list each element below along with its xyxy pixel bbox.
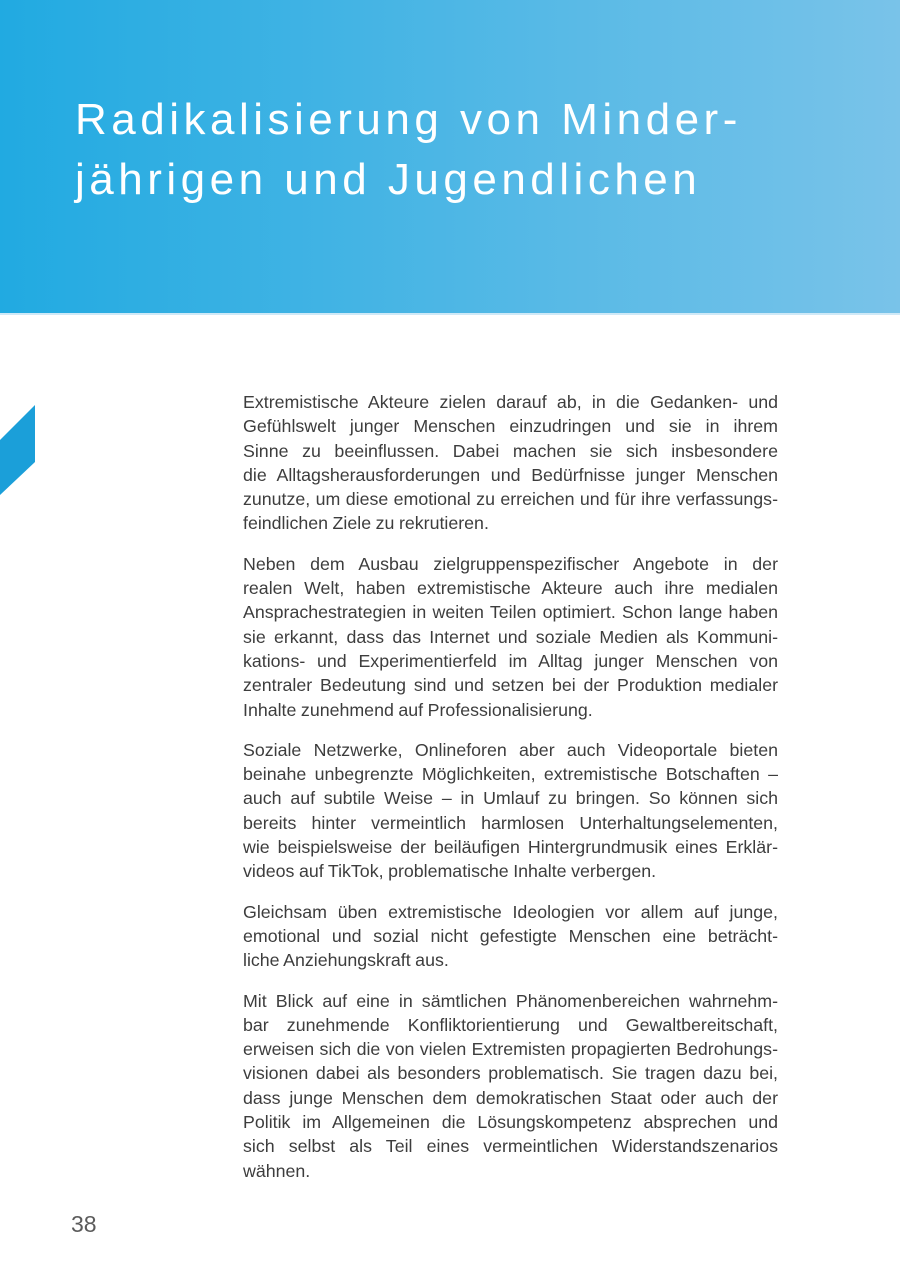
text-line: feindlichen Ziele zu rekrutieren. bbox=[243, 513, 489, 534]
text-line: Mit Blick auf eine in sämtlichen Phänomenbereichen wahrnehm- bbox=[243, 990, 778, 1011]
text-line: erweisen sich die von vielen Extremisten propagierten Bedrohungs- bbox=[243, 1039, 778, 1060]
paragraph bbox=[243, 552, 778, 722]
text-line: beinahe unbegrenzte Möglichkeiten, extremistische Botschaften – bbox=[243, 764, 778, 785]
text-line: bar zunehmende Konfliktorientierung und Gewaltbereitschaft, bbox=[243, 1014, 778, 1035]
text-line: Neben dem Ausbau zielgruppenspezifischer Angebote in der bbox=[243, 553, 778, 574]
text-line: Soziale Netzwerke, Onlineforen aber auch Videoportale bieten bbox=[243, 739, 778, 760]
decorative-parallelogram bbox=[0, 405, 35, 495]
paragraph bbox=[243, 738, 778, 884]
page-title-line-2: jährigen und Jugendlichen bbox=[75, 155, 702, 204]
text-line: visionen dabei als besonders problematisch. Sie tragen dazu bei, bbox=[243, 1063, 778, 1084]
body-text-column bbox=[243, 390, 778, 1199]
text-line: Politik im Allgemeinen die Lösungskompetenz absprechen und bbox=[243, 1112, 778, 1133]
text-line: realen Welt, haben extremistische Akteure auch ihre medialen bbox=[243, 578, 778, 599]
text-line: liche Anziehungskraft aus. bbox=[243, 950, 449, 971]
header-bottom-strip bbox=[0, 313, 900, 315]
text-line: bereits hinter vermeintlich harmlosen Unterhaltungselementen, bbox=[243, 812, 778, 833]
paragraph bbox=[243, 900, 778, 973]
text-line: kations- und Experimentierfeld im Alltag junger Menschen von bbox=[243, 650, 778, 671]
paragraph bbox=[243, 989, 778, 1183]
text-line: Gleichsam üben extremistische Ideologien vor allem auf junge, bbox=[243, 901, 778, 922]
text-line: auch auf subtile Weise – in Umlauf zu bringen. So können sich bbox=[243, 788, 778, 809]
page-title-line-1: Radikalisierung von Minder- bbox=[75, 95, 742, 144]
text-line: die Alltagsherausforderungen und Bedürfnisse junger Menschen bbox=[243, 464, 778, 485]
text-line: videos auf TikTok, problematische Inhalte verbergen. bbox=[243, 861, 657, 882]
text-line: wähnen. bbox=[243, 1160, 311, 1181]
text-line: zentraler Bedeutung sind und setzen bei der Produktion medialer bbox=[243, 675, 778, 696]
paragraph bbox=[243, 390, 778, 536]
text-line: Sinne zu beeinflussen. Dabei machen sie sich insbesondere bbox=[243, 440, 778, 461]
text-line: wie beispielsweise der beiläufigen Hintergrundmusik eines Erklär- bbox=[243, 837, 778, 858]
text-line: sich selbst als Teil eines vermeintlichen Widerstandszenarios bbox=[243, 1136, 778, 1157]
text-line: Gefühlswelt junger Menschen einzudringen und sie in ihrem bbox=[243, 416, 778, 437]
page-title bbox=[75, 90, 742, 210]
text-line: Ansprachestrategien in weiten Teilen optimiert. Schon lange haben bbox=[243, 602, 778, 623]
text-line: Inhalte zunehmend auf Professionalisierung. bbox=[243, 699, 593, 720]
chapter-header-band bbox=[0, 0, 900, 313]
text-line: emotional und sozial nicht gefestigte Menschen eine beträcht- bbox=[243, 925, 778, 946]
text-line: zunutze, um diese emotional zu erreichen und für ihre verfassungs- bbox=[243, 489, 778, 510]
text-line: dass junge Menschen dem demokratischen Staat oder auch der bbox=[243, 1087, 778, 1108]
page-number: 38 bbox=[71, 1211, 97, 1237]
text-line: sie erkannt, dass das Internet und soziale Medien als Kommuni- bbox=[243, 626, 778, 647]
text-line: Extremistische Akteure zielen darauf ab, in die Gedanken- und bbox=[243, 392, 778, 412]
